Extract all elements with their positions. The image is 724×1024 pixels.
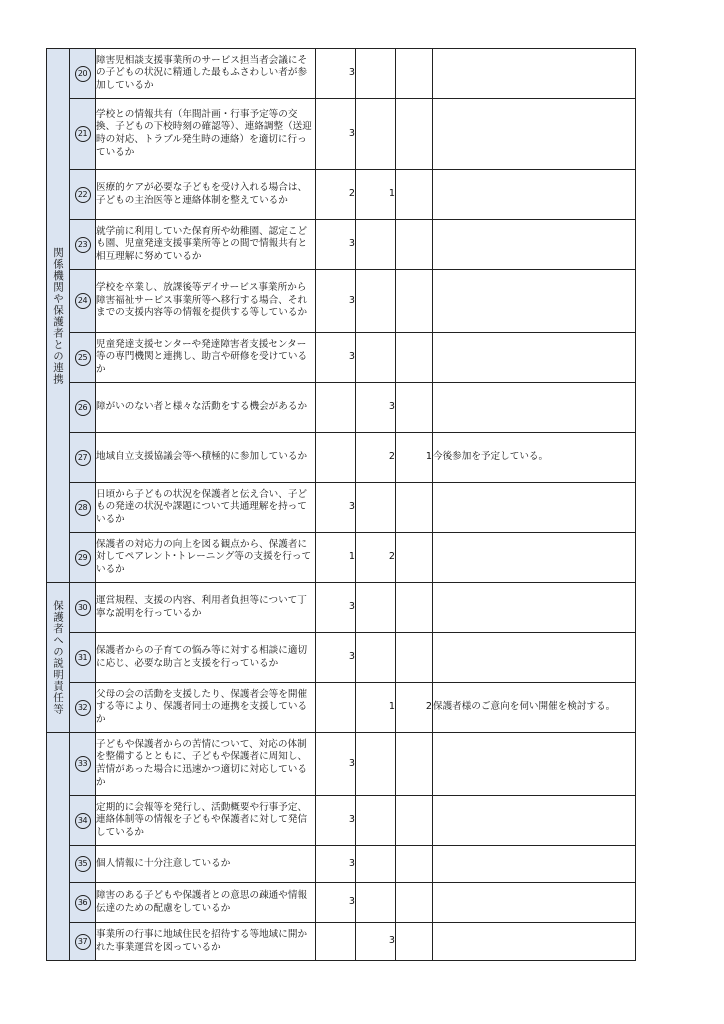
count-no [396, 846, 433, 883]
item-number-cell [70, 583, 96, 633]
count-no [396, 220, 433, 270]
improvement-comment: 保護者様のご意向を伺い開催を検討する。 [433, 683, 636, 733]
count-yes: 3 [316, 796, 356, 846]
count-no [396, 733, 433, 796]
item-number-cell [70, 883, 96, 923]
item-number: 31 [75, 650, 91, 666]
item-number: 20 [75, 66, 91, 82]
improvement-comment [433, 220, 636, 270]
table-row [47, 220, 636, 270]
item-number-cell [70, 383, 96, 433]
item-number-cell [70, 846, 96, 883]
item-number: 33 [75, 756, 91, 772]
item-number-cell [70, 533, 96, 583]
item-number: 29 [75, 550, 91, 566]
item-number: 30 [75, 600, 91, 616]
question-text: 運営規程、支援の内容、利用者負担等について丁寧な説明を行っているか [96, 583, 316, 633]
question-text: 事業所の行事に地域住民を招待する等地域に開かれた事業運営を図っているか [96, 923, 316, 961]
item-number-cell [70, 170, 96, 220]
count-yes: 3 [316, 846, 356, 883]
item-number-cell [70, 433, 96, 483]
item-number-cell [70, 683, 96, 733]
count-yes: 3 [316, 633, 356, 683]
improvement-comment [433, 483, 636, 533]
count-yes [316, 923, 356, 961]
item-number: 26 [75, 400, 91, 416]
item-number: 25 [75, 350, 91, 366]
improvement-comment: 今後参加を予定している。 [433, 433, 636, 483]
table-row [47, 923, 636, 961]
count-neutral [356, 483, 396, 533]
count-neutral: 3 [356, 383, 396, 433]
question-text: 地域自立支援協議会等へ積極的に参加しているか [96, 433, 316, 483]
question-text: 学校との情報共有（年間計画・行事予定等の交換、子どもの下校時刻の確認等）、連絡調整（送迎時の対応、トラブル発生時の連絡）を適切に行っているか [96, 99, 316, 170]
table-row [47, 796, 636, 846]
count-no [396, 633, 433, 683]
item-number-cell [70, 633, 96, 683]
question-text: 父母の会の活動を支援したり、保護者会等を開催する等により、保護者同士の連携を支援しているか [96, 683, 316, 733]
question-text: 保護者からの子育ての悩み等に対する相談に適切に応じ、必要な助言と支援を行っているか [96, 633, 316, 683]
question-text: 障がいのない者と様々な活動をする機会があるか [96, 383, 316, 433]
table-row [47, 583, 636, 633]
count-yes [316, 383, 356, 433]
count-no [396, 483, 433, 533]
item-number: 27 [75, 450, 91, 466]
count-yes: 3 [316, 270, 356, 333]
count-yes: 3 [316, 733, 356, 796]
item-number: 36 [75, 895, 91, 911]
count-neutral: 1 [356, 683, 396, 733]
table-row [47, 533, 636, 583]
table-row [47, 883, 636, 923]
count-yes: 3 [316, 583, 356, 633]
count-no [396, 923, 433, 961]
table-row [47, 99, 636, 170]
count-no [396, 383, 433, 433]
count-neutral: 2 [356, 533, 396, 583]
count-neutral [356, 846, 396, 883]
section-text: 関係機関や保護者との連携 [52, 246, 64, 385]
improvement-comment [433, 583, 636, 633]
table-row [47, 49, 636, 99]
item-number-cell [70, 483, 96, 533]
table-row [47, 433, 636, 483]
section-label-other [47, 733, 70, 961]
count-neutral [356, 99, 396, 170]
count-neutral [356, 796, 396, 846]
count-yes [316, 433, 356, 483]
improvement-comment [433, 633, 636, 683]
section-text: 保護者への説明責任等 [52, 600, 64, 715]
count-yes: 3 [316, 220, 356, 270]
question-text: 障害のある子どもや保護者との意思の疎通や情報伝達のための配慮をしているか [96, 883, 316, 923]
count-no [396, 99, 433, 170]
evaluation-table [46, 48, 636, 961]
section-label-accountability [47, 583, 70, 733]
question-text: 学校を卒業し、放課後等デイサービス事業所から障害福祉サービス事業所等へ移行する場合、それまでの支援内容等の情報を提供する等しているか [96, 270, 316, 333]
item-number: 23 [75, 237, 91, 253]
count-yes: 3 [316, 333, 356, 383]
item-number: 22 [75, 187, 91, 203]
question-text: 就学前に利用していた保育所や幼稚園、認定こども園、児童発達支援事業所等との間で情報共有と相互理解に努めているか [96, 220, 316, 270]
count-yes: 2 [316, 170, 356, 220]
count-neutral [356, 333, 396, 383]
item-number-cell [70, 923, 96, 961]
count-neutral [356, 633, 396, 683]
count-neutral [356, 733, 396, 796]
count-yes: 3 [316, 99, 356, 170]
question-text: 障害児相談支援事業所のサービス担当者会議にその子どもの状況に精通した最もふさわしい者が参加しているか [96, 49, 316, 99]
question-text: 子どもや保護者からの苦情について、対応の体制を整備するとともに、子どもや保護者に周知し、苦情があった場合に迅速かつ適切に対応しているか [96, 733, 316, 796]
improvement-comment [433, 49, 636, 99]
count-yes: 3 [316, 49, 356, 99]
count-neutral [356, 883, 396, 923]
count-no: 1 [396, 433, 433, 483]
improvement-comment [433, 883, 636, 923]
table-row [47, 633, 636, 683]
item-number: 34 [75, 813, 91, 829]
improvement-comment [433, 333, 636, 383]
count-no [396, 796, 433, 846]
count-no [396, 270, 433, 333]
improvement-comment [433, 923, 636, 961]
question-text: 日頃から子どもの状況を保護者と伝え合い、子どもの発達の状況や課題について共通理解を持っているか [96, 483, 316, 533]
table-row [47, 483, 636, 533]
count-neutral [356, 583, 396, 633]
item-number: 21 [75, 126, 91, 142]
count-yes: 1 [316, 533, 356, 583]
improvement-comment [433, 170, 636, 220]
improvement-comment [433, 733, 636, 796]
improvement-comment [433, 796, 636, 846]
table-row [47, 683, 636, 733]
count-neutral [356, 220, 396, 270]
count-yes [316, 683, 356, 733]
count-neutral [356, 49, 396, 99]
item-number-cell [70, 796, 96, 846]
section-label-relations [47, 49, 70, 583]
count-neutral: 2 [356, 433, 396, 483]
count-no [396, 49, 433, 99]
count-no: 2 [396, 683, 433, 733]
count-neutral [356, 270, 396, 333]
item-number: 24 [75, 293, 91, 309]
table-row [47, 270, 636, 333]
count-no [396, 883, 433, 923]
table-row [47, 733, 636, 796]
question-text: 保護者の対応力の向上を図る観点から、保護者に対してペアレント･トレーニング等の支援を行っているか [96, 533, 316, 583]
count-no [396, 583, 433, 633]
count-no [396, 533, 433, 583]
question-text: 医療的ケアが必要な子どもを受け入れる場合は、子どもの主治医等と連絡体制を整えているか [96, 170, 316, 220]
question-text: 児童発達支援センターや発達障害者支援センター等の専門機関と連携し、助言や研修を受けているか [96, 333, 316, 383]
item-number-cell [70, 270, 96, 333]
improvement-comment [433, 270, 636, 333]
item-number-cell [70, 733, 96, 796]
count-yes: 3 [316, 483, 356, 533]
item-number: 35 [75, 856, 91, 872]
count-no [396, 170, 433, 220]
table-row [47, 383, 636, 433]
item-number: 32 [75, 700, 91, 716]
item-number-cell [70, 333, 96, 383]
table-row [47, 333, 636, 383]
item-number: 28 [75, 500, 91, 516]
item-number: 37 [75, 934, 91, 950]
improvement-comment [433, 533, 636, 583]
count-neutral: 3 [356, 923, 396, 961]
item-number-cell [70, 99, 96, 170]
question-text: 定期的に会報等を発行し、活動概要や行事予定、連絡体制等の情報を子どもや保護者に対して発信しているか [96, 796, 316, 846]
table-row [47, 170, 636, 220]
count-no [396, 333, 433, 383]
count-yes: 3 [316, 883, 356, 923]
question-text: 個人情報に十分注意しているか [96, 846, 316, 883]
count-neutral: 1 [356, 170, 396, 220]
item-number-cell [70, 49, 96, 99]
item-number-cell [70, 220, 96, 270]
table-row [47, 846, 636, 883]
improvement-comment [433, 99, 636, 170]
improvement-comment [433, 846, 636, 883]
improvement-comment [433, 383, 636, 433]
